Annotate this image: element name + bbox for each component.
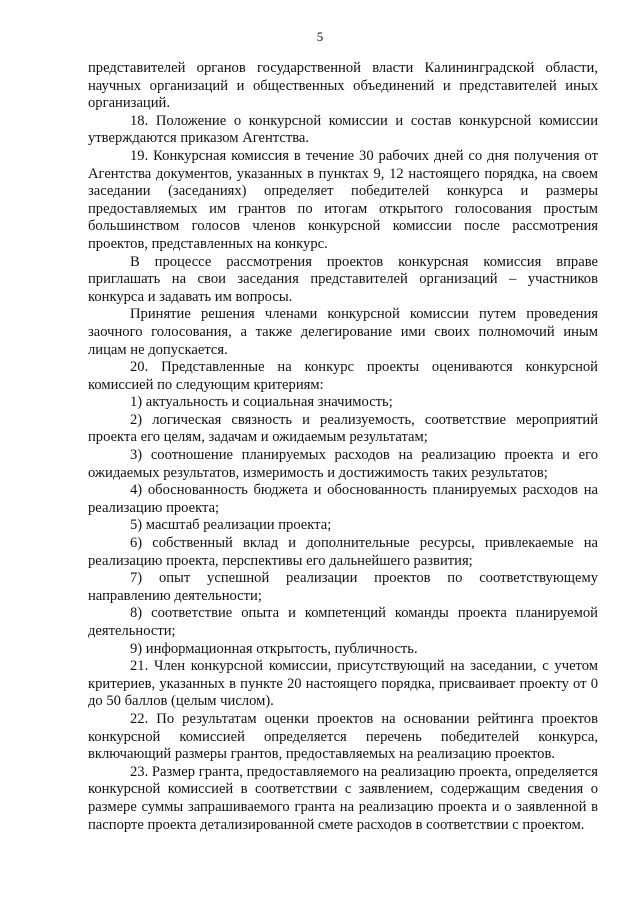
document-body <box>88 60 598 834</box>
paragraph-item-20: 20. Представленные на конкурс проекты оцениваются конкурсной комиссией по следующим критериям: <box>88 359 598 393</box>
page-number: 5 <box>316 29 324 44</box>
paragraph-cont-17: представителей органов государственной власти Калининградской области, научных организаций и общественных объединений и представителей иных организаций. <box>88 60 598 112</box>
paragraph-crit-5: 5) масштаб реализации проекта; <box>130 517 332 534</box>
paragraph-item-21: 21. Член конкурсной комиссии, присутствующий на заседании, с учетом критериев, указанных в пункте 20 настоящего порядка, присваивает проекту от 0 до 50 баллов (целым числом). <box>88 658 598 710</box>
paragraph-crit-2: 2) логическая связность и реализуемость, соответствие мероприятий проекта его целям, задачам и ожидаемым результатам; <box>88 411 598 446</box>
paragraph-crit-7: 7) опыт успешной реализации проектов по соответствующему направлению деятельности; <box>88 570 598 604</box>
paragraph-item-19-b: В процессе рассмотрения проектов конкурсная комиссия вправе приглашать на свои заседания представителей организаций – участников конкурса и задавать им вопросы. <box>88 253 598 305</box>
paragraph-item-22: 22. По результатам оценки проектов на основании рейтинга проектов конкурсной комиссией определяется перечень победителей конкурса, включающий размеры грантов, предоставляемых на реализацию проектов. <box>88 710 598 763</box>
paragraph-item-19: 19. Конкурсная комиссия в течение 30 рабочих дней со дня получения от Агентства документов, указанных в пунктах 9, 12 настоящего порядка, на своем заседании (заседаниях) определяет победителей конкурса и размеры предоставляемых им грантов по итогам открытого голосования простым большинством голосов членов конкурсной комиссии после рассмотрения проектов, представленных на конкурс. <box>88 147 598 252</box>
paragraph-crit-9: 9) информационная открытость, публичность. <box>130 640 418 657</box>
paragraph-item-18: 18. Положение о конкурсной комиссии и состав конкурсной комиссии утверждаются приказом Агентства. <box>88 112 598 147</box>
paragraph-item-19-c: Принятие решения членами конкурсной комиссии путем проведения заочного голосования, а также делегирование ими своих полномочий иным лицам не допускается. <box>88 306 598 358</box>
paragraph-crit-3: 3) соотношение планируемых расходов на реализацию проекта и его ожидаемых результатов, измеримость и достижимость таких результатов; <box>88 447 598 481</box>
paragraph-crit-8: 8) соответствие опыта и компетенций команды проекта планируемой деятельности; <box>88 605 598 639</box>
paragraph-crit-4: 4) обоснованность бюджета и обоснованность планируемых расходов на реализацию проекта; <box>88 482 598 516</box>
paragraph-crit-1: 1) актуальность и социальная значимость; <box>130 394 393 411</box>
paragraph-crit-6: 6) собственный вклад и дополнительные ресурсы, привлекаемые на реализацию проекта, перспективы его дальнейшего развития; <box>88 535 598 569</box>
paragraph-item-23: 23. Размер гранта, предоставляемого на реализацию проекта, определяется конкурсной комиссией в соответствии с заявлением, содержащим сведения о размере суммы запрашиваемого гранта на реализацию проекта и о заявленной в паспорте проекта детализированной смете расходов в соответствии с проектом. <box>88 763 598 833</box>
